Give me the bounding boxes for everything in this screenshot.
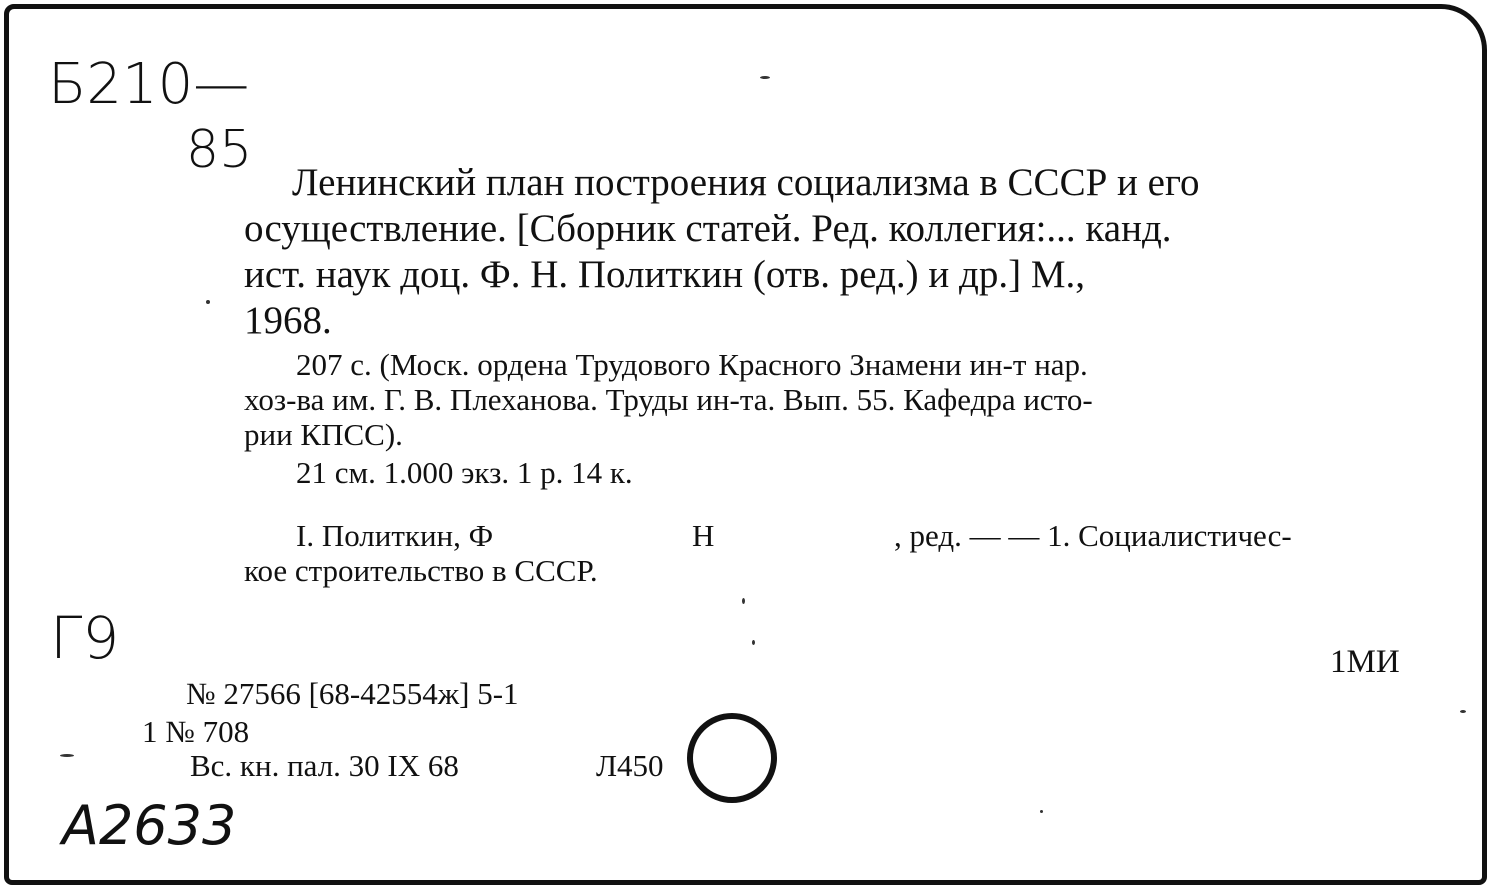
entry-description [244, 347, 1412, 452]
title-line: осуществление. [Сборник статей. Ред. коллегия:... канд. [244, 207, 1172, 250]
physical-description: 21 см. 1.000 экз. 1 р. 14 к. [296, 455, 633, 490]
description-line: рии КПСС). [244, 417, 403, 452]
title-line: Ленинский план построения социализма в СССР и его [292, 161, 1200, 204]
scan-speck [60, 754, 74, 757]
stamp-code: Л450 [596, 748, 664, 783]
tracing-subject: , ред. — — 1. Социалистичес- [894, 518, 1292, 553]
scan-speck [760, 76, 770, 79]
scan-speck [206, 300, 210, 304]
handwritten-call-number-top: Б210— [48, 52, 250, 117]
copy-number: 1 № 708 [142, 714, 250, 749]
description-line: 207 с. (Моск. ордена Трудового Красного Знамени ин-т нар. [296, 347, 1088, 382]
handwritten-inventory: А2633 [62, 794, 237, 857]
tracing-author: I. Политкин, Ф [296, 518, 494, 553]
scan-speck [1040, 810, 1043, 813]
handwritten-call-number-bottom: 85 [186, 120, 253, 180]
tracing-subject-cont: кое строительство в СССР. [244, 553, 598, 588]
tracing-initial: Н [692, 518, 715, 553]
entry-title-block [244, 160, 1412, 344]
description-line: хоз-ва им. Г. В. Плеханова. Труды ин-та. Вып. 55. Кафедра исто- [244, 382, 1093, 417]
circle-stamp [684, 710, 780, 806]
scan-speck [1460, 710, 1466, 713]
title-line: 1968. [244, 299, 332, 342]
handwritten-class-mark: Г9 [50, 604, 120, 672]
code-right: 1МИ [1330, 644, 1400, 680]
scan-speck [752, 640, 755, 645]
scan-speck [742, 598, 745, 604]
title-line: ист. наук доц. Ф. Н. Политкин (отв. ред.) и др.] М., [244, 253, 1086, 296]
order-number: № 27566 [68-42554ж] 5-1 [186, 676, 519, 711]
printing-info: Вс. кн. пал. 30 IX 68 [190, 748, 459, 783]
